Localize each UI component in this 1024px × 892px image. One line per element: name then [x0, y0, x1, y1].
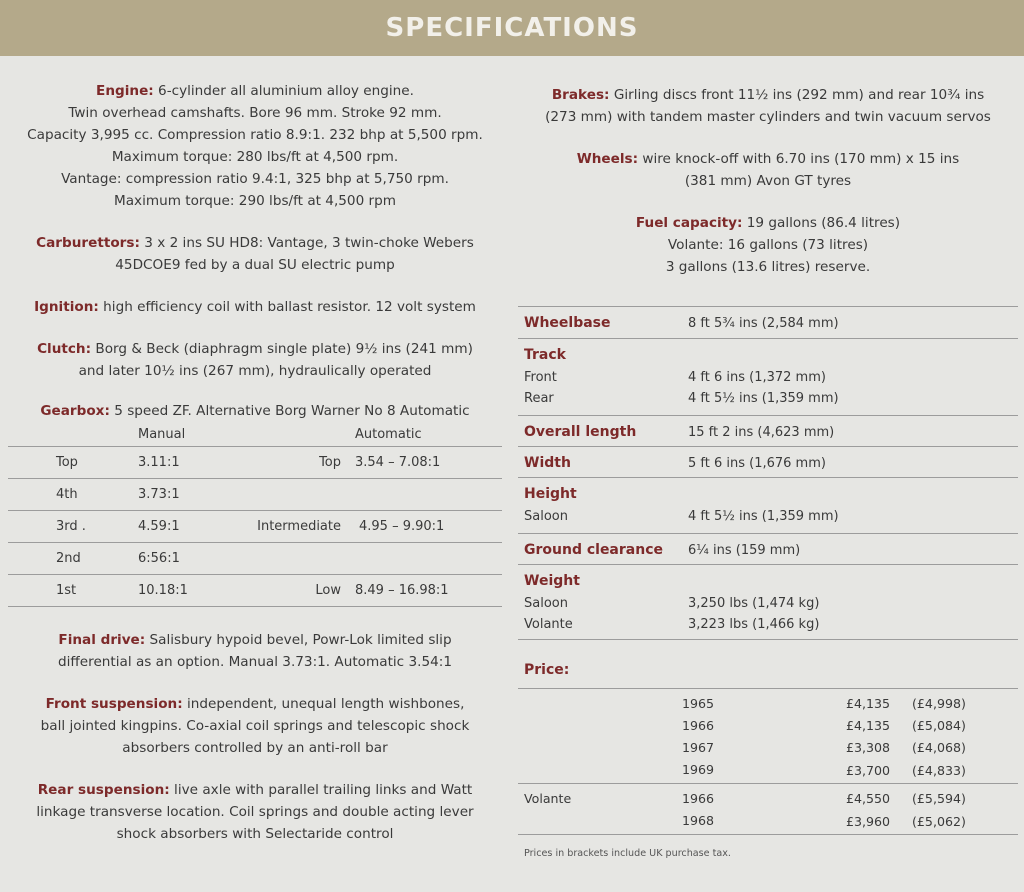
auto-ratio — [341, 479, 502, 511]
fuel-line: Volante: 16 gallons (73 litres) — [667, 237, 869, 253]
height-saloon-label: Saloon — [524, 509, 568, 524]
price-volante-row — [518, 784, 1018, 811]
engine-line: Maximum torque: 280 lbs/ft at 4,500 rpm. — [111, 149, 399, 165]
rear-suspension-line: live axle with parallel trailing links and Watt — [174, 782, 473, 798]
weight-volante-label: Volante — [524, 617, 573, 632]
price-with-tax: (£4,068) — [912, 740, 966, 755]
gearbox-spec — [8, 400, 502, 422]
final-drive-line: differential as an option. Manual 3.73:1. Automatic 3.54:1 — [58, 654, 452, 670]
auto-ratio — [341, 543, 502, 575]
auto-gear-name — [248, 479, 341, 511]
engine-line: Capacity 3,995 cc. Compression ratio 8.9:1. 232 bhp at 5,500 rpm. — [27, 127, 483, 143]
price-table — [518, 688, 1018, 835]
price-row — [518, 715, 1018, 737]
wheels-label: Wheels: — [576, 151, 639, 167]
price-row — [518, 759, 1018, 784]
price-year: 1968 — [682, 813, 715, 828]
page-title: SPECIFICATIONS — [385, 13, 639, 43]
wheels-spec — [518, 148, 1018, 192]
brakes-label: Brakes: — [551, 87, 610, 103]
price-year: 1966 — [682, 791, 715, 806]
engine-line: Vantage: compression ratio 9.4:1, 325 bhp at 5,750 rpm. — [61, 171, 449, 187]
rear-suspension-spec — [8, 779, 502, 845]
carburettors-spec — [8, 232, 502, 276]
price-label: Price: — [524, 662, 570, 678]
clutch-spec — [8, 338, 502, 382]
clutch-label: Clutch: — [37, 341, 92, 357]
gear-row — [8, 543, 502, 575]
auto-gear-name: Top — [248, 447, 341, 479]
height-saloon-value: 4 ft 5½ ins (1,359 mm) — [688, 509, 839, 524]
price-value: £3,308 — [846, 740, 891, 755]
carburettors-line: 3 x 2 ins SU HD8: Vantage, 3 twin-choke Webers — [144, 235, 474, 251]
price-heading-row — [518, 658, 1018, 688]
width-value: 5 ft 6 ins (1,676 mm) — [688, 447, 1018, 478]
front-suspension-spec — [8, 693, 502, 759]
overall-length-row — [518, 416, 1018, 447]
front-suspension-line: ball jointed kingpins. Co-axial coil springs and telescopic shock — [40, 718, 470, 734]
ignition-line: high efficiency coil with ballast resistor. 12 volt system — [103, 299, 476, 315]
overall-length-label: Overall length — [518, 416, 688, 447]
height-label: Height — [518, 478, 688, 507]
price-with-tax: (£5,084) — [912, 718, 966, 733]
track-front-row — [518, 367, 1018, 388]
weight-row — [518, 565, 1018, 594]
gearbox-label: Gearbox: — [40, 403, 110, 419]
clutch-line: Borg & Beck (diaphragm single plate) 9½ ins (241 mm) — [95, 341, 473, 357]
ground-clearance-value: 6¼ ins (159 mm) — [688, 534, 1018, 565]
fuel-spec — [518, 212, 1018, 278]
wheelbase-row — [518, 307, 1018, 339]
gear-row — [8, 511, 502, 543]
price-year: 1969 — [682, 762, 715, 777]
width-row — [518, 447, 1018, 478]
auto-gear-name: Low — [248, 575, 341, 607]
price-volante-label: Volante — [524, 791, 572, 806]
ground-clearance-row — [518, 534, 1018, 565]
price-with-tax: (£4,833) — [912, 763, 966, 778]
price-value: £4,550 — [846, 791, 891, 806]
manual-ratio: 4.59:1 — [138, 511, 248, 543]
header-bar — [0, 0, 1024, 56]
fuel-line: 19 gallons (86.4 litres) — [746, 215, 901, 231]
overall-length-value: 15 ft 2 ins (4,623 mm) — [688, 416, 1018, 447]
price-year: 1965 — [682, 696, 715, 711]
manual-ratio: 6:56:1 — [138, 543, 248, 575]
track-front-value: 4 ft 6 ins (1,372 mm) — [688, 370, 826, 385]
gearbox-header-row — [8, 424, 502, 447]
gear-name: Top — [8, 447, 138, 479]
ignition-spec — [8, 296, 502, 318]
auto-ratio: 4.95 – 9.90:1 — [341, 511, 502, 543]
track-label: Track — [518, 339, 688, 368]
weight-saloon-label: Saloon — [524, 596, 568, 611]
left-column — [8, 80, 502, 845]
gearbox-text: 5 speed ZF. Alternative Borg Warner No 8 Automatic — [114, 403, 470, 419]
wheelbase-label: Wheelbase — [518, 307, 688, 339]
front-suspension-line: independent, unequal length wishbones, — [186, 696, 465, 712]
brakes-line: Girling discs front 11½ ins (292 mm) and rear 10¾ ins — [613, 87, 985, 103]
final-drive-spec — [8, 629, 502, 673]
price-row — [518, 737, 1018, 759]
price-with-tax: (£5,062) — [912, 814, 966, 829]
track-row — [518, 339, 1018, 368]
auto-ratio: 3.54 – 7.08:1 — [341, 447, 502, 479]
price-value: £4,135 — [846, 718, 891, 733]
wheels-line: (381 mm) Avon GT tyres — [684, 173, 852, 189]
price-value: £3,960 — [846, 814, 891, 829]
price-value: £4,135 — [846, 696, 891, 711]
rear-suspension-line: shock absorbers with Selectaride control — [116, 826, 394, 842]
carburettors-label: Carburettors: — [36, 235, 140, 251]
weight-volante-row — [518, 614, 1018, 640]
weight-saloon-value: 3,250 lbs (1,474 kg) — [688, 596, 820, 611]
gear-name: 1st — [8, 575, 138, 607]
automatic-column-header: Automatic — [341, 424, 502, 447]
fuel-label: Fuel capacity: — [635, 215, 743, 231]
width-label: Width — [518, 447, 688, 478]
front-suspension-label: Front suspension: — [45, 696, 183, 712]
fuel-line: 3 gallons (13.6 litres) reserve. — [665, 259, 871, 275]
auto-gear-name: Intermediate — [248, 511, 341, 543]
price-value: £3,700 — [846, 763, 891, 778]
engine-label: Engine: — [96, 83, 154, 99]
brakes-line: (273 mm) with tandem master cylinders and twin vacuum servos — [545, 109, 991, 125]
manual-ratio: 3.73:1 — [138, 479, 248, 511]
gear-row — [8, 479, 502, 511]
track-front-label: Front — [524, 370, 557, 385]
wheelbase-value: 8 ft 5¾ ins (2,584 mm) — [688, 307, 1018, 339]
manual-ratio: 10.18:1 — [138, 575, 248, 607]
price-with-tax: (£5,594) — [912, 791, 966, 806]
gear-name: 2nd — [8, 543, 138, 575]
rear-suspension-label: Rear suspension: — [37, 782, 170, 798]
brakes-spec — [518, 84, 1018, 128]
track-rear-label: Rear — [524, 391, 554, 406]
final-drive-label: Final drive: — [58, 632, 146, 648]
dimensions-table — [518, 306, 1018, 688]
wheels-line: wire knock-off with 6.70 ins (170 mm) x 15 ins — [642, 151, 960, 167]
track-rear-value: 4 ft 5½ ins (1,359 mm) — [688, 391, 839, 406]
engine-line: 6-cylinder all aluminium alloy engine. — [158, 83, 414, 99]
ignition-label: Ignition: — [34, 299, 99, 315]
front-suspension-line: absorbers controlled by an anti-roll bar — [122, 740, 388, 756]
engine-line: Twin overhead camshafts. Bore 96 mm. Stroke 92 mm. — [68, 105, 442, 121]
height-saloon-row — [518, 506, 1018, 534]
gear-name: 3rd . — [8, 511, 138, 543]
ground-clearance-label: Ground clearance — [518, 534, 688, 565]
gear-name: 4th — [8, 479, 138, 511]
engine-line: Maximum torque: 290 lbs/ft at 4,500 rpm — [113, 193, 397, 209]
auto-gear-name — [248, 543, 341, 575]
clutch-line: and later 10½ ins (267 mm), hydraulically operated — [78, 363, 432, 379]
manual-ratio: 3.11:1 — [138, 447, 248, 479]
engine-spec — [8, 80, 502, 212]
price-with-tax: (£4,998) — [912, 696, 966, 711]
weight-volante-value: 3,223 lbs (1,466 kg) — [688, 617, 820, 632]
gear-row — [8, 575, 502, 607]
gearbox-ratio-table — [8, 424, 502, 607]
gear-row — [8, 447, 502, 479]
price-footnote: Prices in brackets include UK purchase tax. — [524, 848, 731, 859]
price-row — [518, 810, 1018, 835]
right-column — [518, 84, 1018, 865]
weight-label: Weight — [518, 565, 688, 594]
price-year: 1966 — [682, 718, 715, 733]
height-row — [518, 478, 1018, 507]
auto-ratio: 8.49 – 16.98:1 — [341, 575, 502, 607]
price-year: 1967 — [682, 740, 715, 755]
price-row — [518, 689, 1018, 716]
carburettors-line: 45DCOE9 fed by a dual SU electric pump — [115, 257, 395, 273]
manual-column-header: Manual — [138, 424, 248, 447]
rear-suspension-line: linkage transverse location. Coil springs and double acting lever — [36, 804, 474, 820]
weight-saloon-row — [518, 593, 1018, 614]
final-drive-line: Salisbury hypoid bevel, Powr-Lok limited slip — [149, 632, 452, 648]
track-rear-row — [518, 388, 1018, 416]
